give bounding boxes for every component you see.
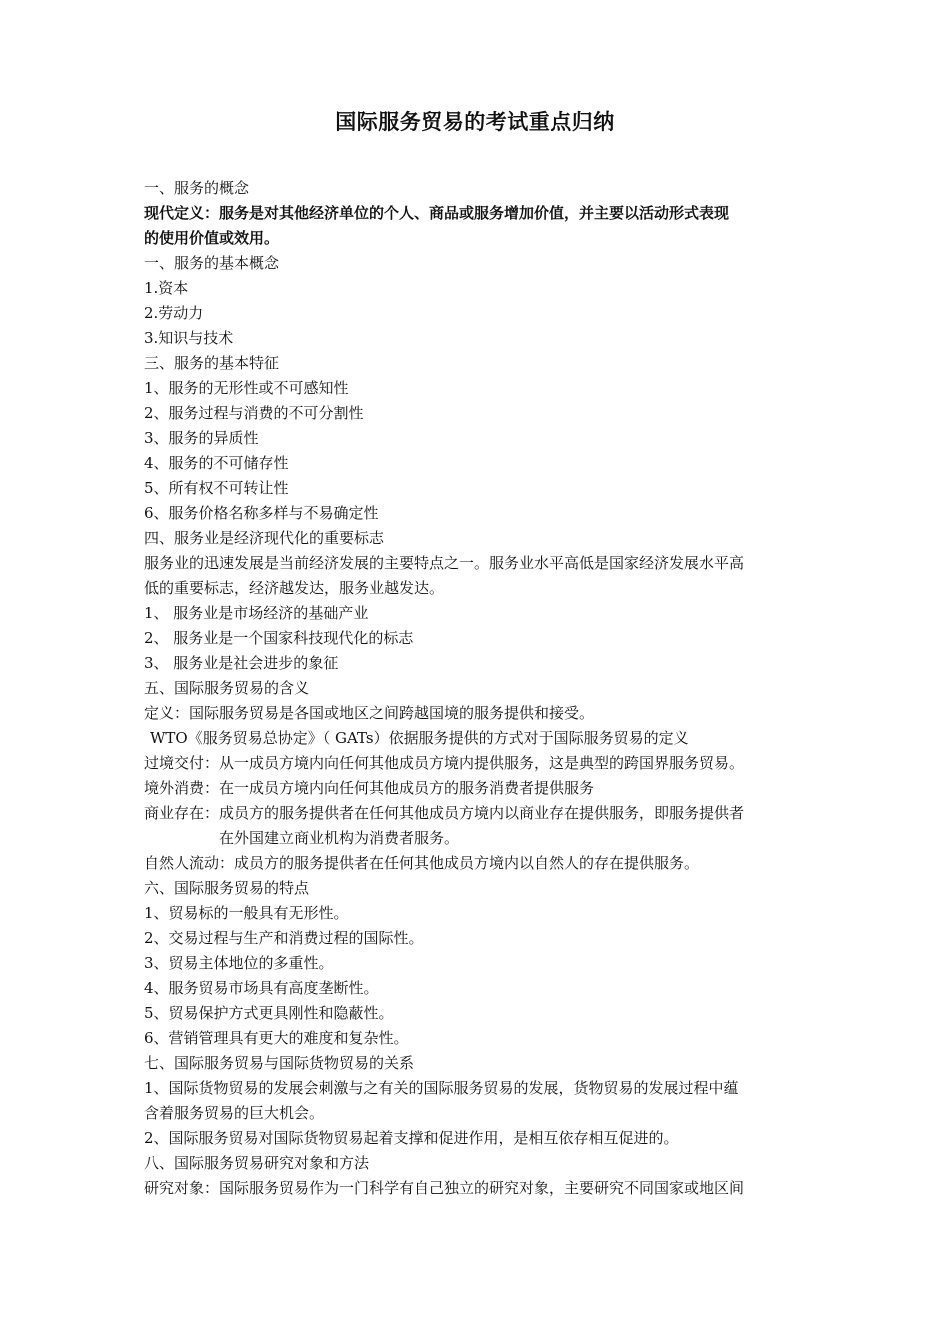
paragraph-line: 在外国建立商业机构为消费者服务。 xyxy=(219,829,460,847)
list-item: 3、 服务业是社会进步的象征 xyxy=(144,654,339,672)
section-heading: 四、服务业是经济现代化的重要标志 xyxy=(144,529,385,547)
list-item: 2、服务过程与消费的不可分割性 xyxy=(144,404,364,422)
section-heading: 一、服务的基本概念 xyxy=(144,254,280,272)
list-item: 3、服务的异质性 xyxy=(144,429,259,447)
document-body xyxy=(144,176,810,1201)
list-item: 2.劳动力 xyxy=(144,304,204,322)
list-item: 6、服务价格名称多样与不易确定性 xyxy=(144,504,379,522)
document-title: 国际服务贸易的考试重点归纳 xyxy=(335,109,615,134)
paragraph-line: 低的重要标志，经济越发达，服务业越发达。 xyxy=(144,579,445,597)
section-heading: 八、国际服务贸易研究对象和方法 xyxy=(144,1154,370,1172)
list-item: 4、服务贸易市场具有高度垄断性。 xyxy=(144,979,379,997)
list-item: 2、交易过程与生产和消费过程的国际性。 xyxy=(144,929,424,947)
hanging-paragraph xyxy=(144,801,810,851)
paragraph-line: WTO《服务贸易总协定》（ GATs）依据服务提供的方式对于国际服务贸易的定义 xyxy=(150,729,689,747)
section-heading: 一、服务的概念 xyxy=(144,179,250,197)
section-heading: 三、服务的基本特征 xyxy=(144,354,280,372)
list-item: 1、 服务业是市场经济的基础产业 xyxy=(144,604,369,622)
list-item: 5、所有权不可转让性 xyxy=(144,479,289,497)
paragraph-line: 定义：国际服务贸易是各国或地区之间跨越国境的服务提供和接受。 xyxy=(144,704,595,722)
term-definition xyxy=(219,801,810,851)
section-heading: 五、国际服务贸易的含义 xyxy=(144,679,310,697)
definition-text: 现代定义：服务是对其他经济单位的个人、商品或服务增加价值，并主要以活动形式表现 xyxy=(144,204,730,222)
paragraph-line: 自然人流动：成员方的服务提供者在任何其他成员方境内以自然人的存在提供服务。 xyxy=(144,854,700,872)
paragraph-line: 1、国际货物贸易的发展会刺激与之有关的国际服务贸易的发展，货物贸易的发展过程中蕴 xyxy=(144,1079,739,1097)
list-item: 3、贸易主体地位的多重性。 xyxy=(144,954,334,972)
section-heading: 七、国际服务贸易与国际货物贸易的关系 xyxy=(144,1054,415,1072)
list-item: 3.知识与技术 xyxy=(144,329,234,347)
paragraph-line: 过境交付：从一成员方境内向任何其他成员方境内提供服务，这是典型的跨国界服务贸易。 xyxy=(144,754,745,772)
paragraph-line: 研究对象：国际服务贸易作为一门科学有自己独立的研究对象，主要研究不同国家或地区间 xyxy=(144,1179,745,1197)
term-label: 商业存在： xyxy=(144,804,220,822)
list-item: 1、服务的无形性或不可感知性 xyxy=(144,379,349,397)
list-item: 4、服务的不可储存性 xyxy=(144,454,289,472)
paragraph-line: 服务业的迅速发展是当前经济发展的主要特点之一。服务业水平高低是国家经济发展水平高 xyxy=(144,554,745,572)
paragraph-line: 境外消费：在一成员方境内向任何其他成员方的服务消费者提供服务 xyxy=(144,779,595,797)
list-item: 5、贸易保护方式更具刚性和隐蔽性。 xyxy=(144,1004,394,1022)
list-item: 6、营销管理具有更大的难度和复杂性。 xyxy=(144,1029,409,1047)
definition-text: 的使用价值或效用。 xyxy=(144,229,280,247)
list-item: 1、贸易标的一般具有无形性。 xyxy=(144,904,349,922)
paragraph-line: 成员方的服务提供者在任何其他成员方境内以商业存在提供服务，即服务提供者 xyxy=(219,804,745,822)
paragraph-line: 含着服务贸易的巨大机会。 xyxy=(144,1104,325,1122)
list-item: 1.资本 xyxy=(144,279,189,297)
paragraph-line: 2、国际服务贸易对国际货物贸易起着支撑和促进作用，是相互依存相互促进的。 xyxy=(144,1129,679,1147)
list-item: 2、 服务业是一个国家科技现代化的标志 xyxy=(144,629,414,647)
section-heading: 六、国际服务贸易的特点 xyxy=(144,879,310,897)
